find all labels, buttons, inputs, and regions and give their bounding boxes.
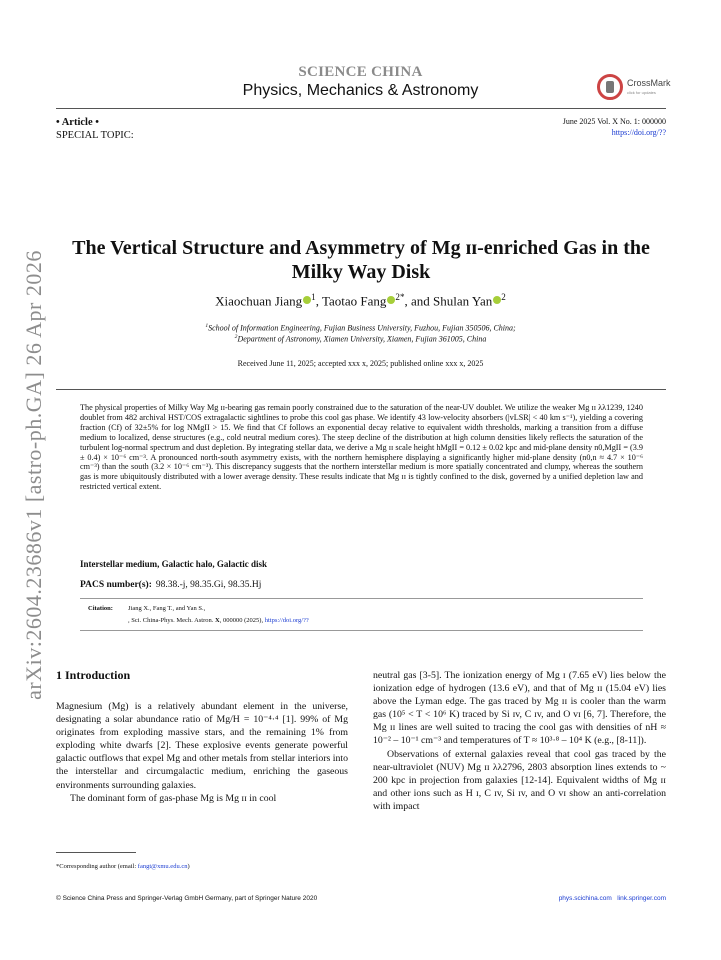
author-2-affil: 2* xyxy=(395,292,405,302)
crossmark-label[interactable]: CrossMark xyxy=(627,78,671,88)
footnote-text: *Corresponding author (email: xyxy=(56,863,138,870)
journal-subtitle: Physics, Mechanics & Astronomy xyxy=(242,82,479,99)
footnote-close: ) xyxy=(187,863,190,870)
copyright: © Science China Press and Springer-Verlag GmbH Germany, part of Springer Nature 2020 xyxy=(56,895,318,902)
pacs-values: 98.38.-j, 98.35.Gi, 98.35.Hj xyxy=(155,580,262,590)
citation-volume: X xyxy=(215,617,220,624)
affil-1-mark: 1 xyxy=(205,323,209,329)
affil-1: School of Information Engineering, Fujian Business University, Fuzhou, Fujian 350506, China; xyxy=(208,323,516,333)
pacs-numbers xyxy=(80,580,261,590)
citation-journal-name: , Sci. China-Phys. Mech. Astron. xyxy=(128,617,216,624)
author-1-affil: 1 xyxy=(311,292,316,302)
abstract-top-rule xyxy=(56,389,666,390)
title-line-1: The Vertical Structure and Asymmetry of Mg ɪɪ-enriched Gas in the xyxy=(72,237,650,259)
article-type: • Article • xyxy=(56,117,99,128)
section-heading: 1 Introduction xyxy=(56,668,131,682)
issue-info: June 2025 Vol. X No. 1: 000000 xyxy=(562,117,666,126)
citation-top-rule xyxy=(80,598,643,599)
affiliations xyxy=(0,322,721,344)
footnote-rule xyxy=(56,852,136,853)
email-link[interactable]: fangt@xmu.edu.cn xyxy=(137,863,188,870)
pacs-label: PACS number(s): xyxy=(80,580,152,590)
citation-journal xyxy=(128,617,309,624)
corresponding-footnote xyxy=(56,863,190,870)
crossmark-sublabel: click for updates xyxy=(627,90,656,95)
footer-link-springer[interactable]: link.springer.com xyxy=(617,895,666,902)
doi-link[interactable]: https://doi.org/?? xyxy=(611,128,666,137)
received-dates: Received June 11, 2025; accepted xxx x, 2025; published online xxx x, 2025 xyxy=(237,359,484,368)
affil-2-mark: 2 xyxy=(234,334,238,341)
intro-paragraph-4: Observations of external galaxies reveal that cool gas traced by the near-ultraviolet (NUV) Mg ɪɪ λλ2796, 2803 absorption lines extends to ~ 200 kpc in projection from galaxies [12-14]. Equivalent widths of Mg ɪɪ and other ions such as H ɪ, C ɪv, Si ɪv, and O vɪ show an anti-correlation with impact xyxy=(373,748,666,812)
header-rule xyxy=(56,108,666,109)
keywords: Interstellar medium, Galactic halo, Galactic disk xyxy=(80,559,268,569)
intro-paragraph-1: Magnesium (Mg) is a relatively abundant element in the universe, designating a solar abundance ratio of Mg/H = 10⁻⁴·⁴ [1]. 99% of Mg originates from exploding massive stars, and the remaining 1% from exploding white dwarfs [2]. These explosive events generate powerful galactic outflows that expel Mg and other metals from stellar interiors into the interstellar and circumgalactic medium, enriching the gaseous environments surrounding galaxies. xyxy=(56,701,348,791)
orcid-icon[interactable] xyxy=(303,296,311,304)
left-column xyxy=(56,700,348,805)
author-3: , and Shulan Yan xyxy=(404,293,493,309)
author-list xyxy=(0,292,721,309)
author-2: , Taotao Fang xyxy=(315,293,387,309)
paper-title xyxy=(56,236,666,284)
citation-label: Citation: xyxy=(88,605,113,612)
citation-authors: Jiang X., Fang T., and Yan S., xyxy=(128,605,206,612)
citation-bottom-rule xyxy=(80,630,643,631)
affil-2: Department of Astronomy, Xiamen University, Xiamen, Fujian 361005, China xyxy=(237,334,487,344)
citation-doi-link[interactable]: https://doi.org/?? xyxy=(264,617,309,624)
crossmark-icon[interactable] xyxy=(597,74,623,100)
special-topic: SPECIAL TOPIC: xyxy=(56,130,134,141)
footer-links xyxy=(559,895,666,902)
abstract: The physical properties of Milky Way Mg ɪɪ-bearing gas remain poorly constrained due to the saturation of the near-UV doublet. We utilize the weaker Mg ɪɪ λλ1239, 1240 doublet from 482 archival HST/COS extragalactic sightlines to probe this cool gas phase. We identify 43 low-velocity absorbers (|vLSR| < 40 km s⁻¹), yielding a covering fraction (Cf) of 32±5% for log NMgII > 15. We find that Cf follows an exponential decay relative to equivalent width thresholds, marking a transition from a diffuse medium to localized, dense structures (e.g., cold neutral medium cores). The steep decline of the distribution at high column densities likely reflects the saturation of the turbulent log-normal spectrum and dust depletion. By integrating stellar data, we derive a Mg ɪɪ scale height hMgII = 0.12 ± 0.02 kpc and mid-plane density n0,MgII = (3.9 ± 0.4) × 10⁻⁶ cm⁻³. A pronounced north-south asymmetry exists, with the northern hemisphere displaying a significantly higher mid-plane density (n0,n ≈ 4.7 × 10⁻⁶ cm⁻³) than the south (3.2 × 10⁻⁶ cm⁻³). This discrepancy suggests that the northern interstellar medium is more spatially concentrated and clumpy, whereas the southern gas is more ubiquitously distributed with a lower average density. These results indicate that Mg ɪɪ is tightly confined to the disk, governed by a unified depletion law and restricted vertical extent. xyxy=(80,403,643,492)
author-1: Xiaochuan Jiang xyxy=(215,293,303,309)
intro-paragraph-3: neutral gas [3-5]. The ionization energy of Mg ɪ (7.65 eV) lies below the ionization edge of hydrogen (13.6 eV), and that of Mg ɪɪ (15.04 eV) lies above the Lyman edge. The gas traced by Mg ɪɪ is cooler than the warm gas (10⁵ < T < 10⁶ K) traced by Si ɪv, C ɪv, and O vɪ [6, 7]. Therefore, the Mg ɪɪ lines are well suited to tracing the cool gas with densities of nH ≈ 10⁻² – 10⁻¹ cm⁻³ and temperatures of T ≈ 10³·⁸ – 10⁴ K (e.g., [8-11]). xyxy=(373,670,666,747)
right-column xyxy=(373,669,666,813)
journal-name: SCIENCE CHINA xyxy=(298,64,423,80)
intro-paragraph-2: The dominant form of gas-phase Mg is Mg ɪɪ in cool xyxy=(70,792,277,804)
citation-pages: , 000000 (2025), xyxy=(219,617,265,624)
author-3-affil: 2 xyxy=(501,292,506,302)
footer-link-scichina[interactable]: phys.scichina.com xyxy=(558,895,612,902)
title-line-2: Milky Way Disk xyxy=(291,261,431,283)
arxiv-id: arXiv:2604.23686v1 [astro-ph.GA] 26 Apr 2026 xyxy=(21,250,46,700)
